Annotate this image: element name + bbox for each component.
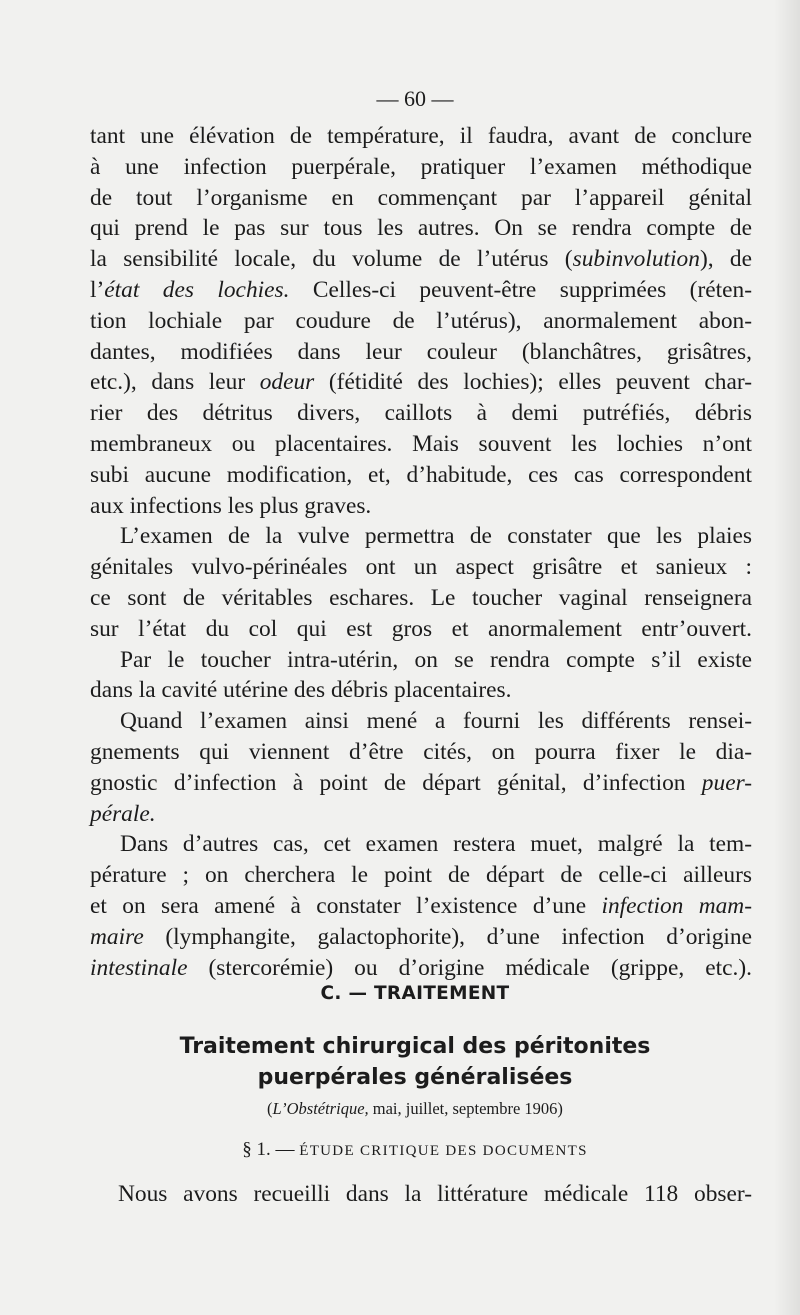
text-run: Celles-ci peuvent-être supprimées (réten- xyxy=(289,276,752,303)
text-run: (lymphangite, galactophorite), d’une infection d’origine xyxy=(143,923,752,950)
article-title xyxy=(0,1031,800,1093)
text-line: pérature ; on cherchera le point de départ de celle-ci ailleurs xyxy=(90,862,752,889)
text-run: l’ xyxy=(90,276,105,303)
text-line: rier des détritus divers, caillots à demi putréfiés, débris xyxy=(90,400,752,427)
article-source: (L’Obstétrique, mai, juillet, septembre 1906) xyxy=(267,1099,563,1118)
italic-term: intestinale xyxy=(90,954,188,981)
text-run: la sensibilité locale, du volume de l’utérus ( xyxy=(90,246,573,273)
text-line: génitales vulvo-périnéales ont un aspect grisâtre et sanieux : xyxy=(90,554,752,581)
text-line xyxy=(90,275,752,306)
text-line: subi aucune modification, et, d’habitude, ces cas correspondent xyxy=(90,461,752,488)
text-line xyxy=(90,367,752,398)
text-line xyxy=(90,922,752,953)
section-heading: C. — TRAITEMENT xyxy=(320,983,510,1004)
subsection-number: § 1. — xyxy=(242,1139,300,1160)
italic-term: odeur xyxy=(259,369,315,396)
italic-term: infection mam- xyxy=(601,892,752,919)
text-run: gnostic d’infection à point de départ génital, d’infection xyxy=(90,769,702,796)
italic-term: puer- xyxy=(701,769,752,796)
text-run: et on sera amené à constater l’existence d’une xyxy=(90,892,602,919)
text-line: ce sont de véritables eschares. Le toucher vaginal renseignera xyxy=(90,584,752,611)
page-number: — 60 — xyxy=(376,86,454,111)
italic-term: pérale. xyxy=(90,800,156,827)
text-line xyxy=(90,768,752,799)
text-run: ), de xyxy=(699,246,752,273)
publication-date: mai, juillet, septembre 1906) xyxy=(368,1099,563,1118)
article-title-line: puerpérales généralisées xyxy=(257,1065,573,1090)
text-line: Par le toucher intra-utérin, on se rendra compte s’il existe xyxy=(120,646,752,673)
text-run: etc.), dans leur xyxy=(90,369,260,396)
text-run: (stercorémie) ou d’origine médicale (grippe, etc.). xyxy=(187,954,752,981)
text-line: de tout l’organisme en commençant par l’appareil génital xyxy=(90,184,752,211)
text-line xyxy=(90,953,752,984)
text-line: à une infection puerpérale, pratiquer l’examen méthodique xyxy=(90,153,752,180)
text-line: Dans d’autres cas, cet examen restera muet, malgré la tem- xyxy=(120,831,752,858)
text-line: sur l’état du col qui est gros et anormalement entr’ouvert. xyxy=(90,615,752,642)
text-line xyxy=(90,891,752,922)
text-line xyxy=(90,244,752,275)
text-line: tion lochiale par coudure de l’utérus), anormalement abon- xyxy=(90,307,752,334)
text-line: membraneux ou placentaires. Mais souvent les lochies n’ont xyxy=(90,430,752,457)
subsection-heading xyxy=(0,1139,800,1161)
text-line: Nous avons recueilli dans la littérature médicale 118 obser- xyxy=(118,1181,752,1207)
text-line: qui prend le pas sur tous les autres. On se rendra compte de xyxy=(90,215,752,242)
italic-term: maire xyxy=(90,923,144,950)
text-line xyxy=(90,799,752,830)
italic-term: subinvolution xyxy=(572,246,700,273)
text-line: Quand l’examen ainsi mené a fourni les différents rensei- xyxy=(120,708,752,735)
text-line: aux infections les plus graves. xyxy=(90,492,372,519)
subsection-title: ÉTUDE CRITIQUE DES DOCUMENTS xyxy=(299,1143,588,1159)
text-line: L’examen de la vulve permettra de constater que les plaies xyxy=(120,523,752,550)
text-line: dans la cavité utérine des débris placentaires. xyxy=(90,677,512,704)
text-line: tant une élévation de température, il faudra, avant de conclure xyxy=(90,123,752,149)
italic-term: état des lochies. xyxy=(104,276,290,303)
text-line: gnements qui viennent d’être cités, on pourra fixer le dia- xyxy=(90,738,752,765)
article-title-line: Traitement chirurgical des péritonites xyxy=(179,1034,651,1059)
text-run: (fétidité des lochies); elles peuvent char- xyxy=(314,369,752,396)
journal-name: L’Obstétrique, xyxy=(272,1099,369,1118)
text-line: dantes, modifiées dans leur couleur (blanchâtres, grisâtres, xyxy=(90,338,752,365)
body-text xyxy=(90,121,752,983)
